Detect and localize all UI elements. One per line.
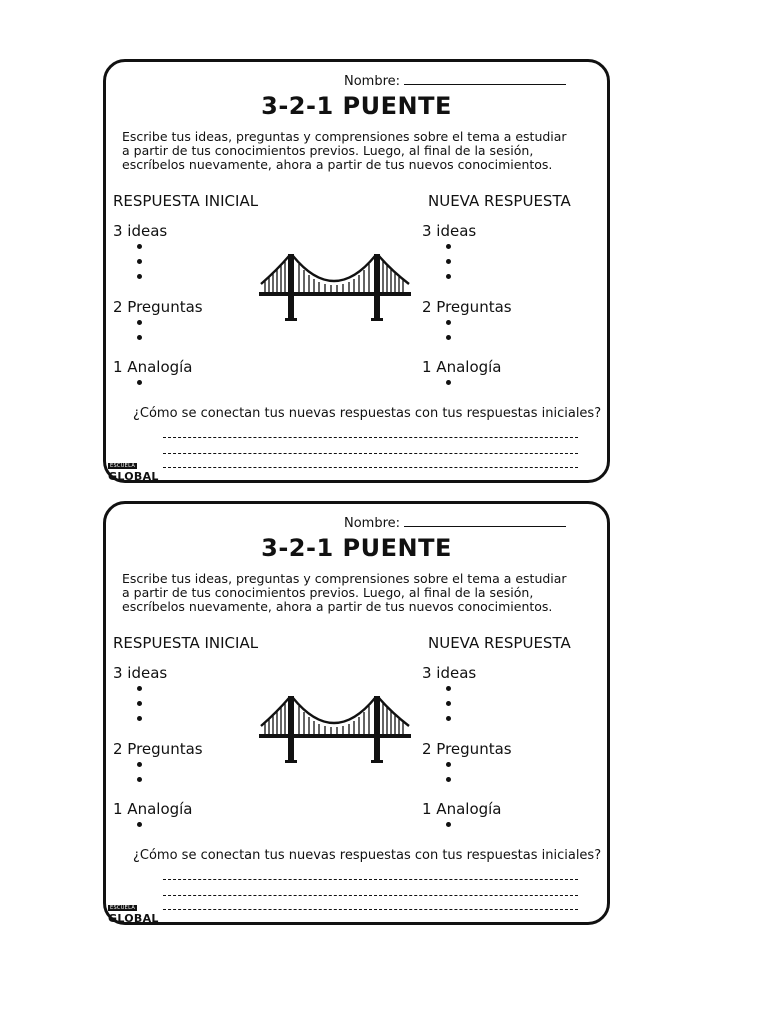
bullet: [446, 259, 451, 264]
new-response-heading: NUEVA RESPUESTA: [428, 634, 571, 652]
ideas-label: 3 ideas: [422, 664, 477, 682]
bullet: [137, 716, 142, 721]
ideas-label: 3 ideas: [422, 222, 477, 240]
logo-small-text: ESCUELA: [110, 905, 136, 911]
name-label: Nombre:: [344, 74, 401, 89]
logo-text: GLOBAL: [108, 470, 159, 483]
initial-response-heading: RESPUESTA INICIAL: [113, 634, 259, 652]
connection-question: ¿Cómo se conectan tus nuevas respuestas con tus respuestas iniciales?: [133, 406, 602, 421]
bullet: [137, 686, 142, 691]
bullet: [137, 380, 142, 385]
answer-line[interactable]: [163, 895, 578, 896]
worksheet-title: 3-2-1 PUENTE: [261, 534, 452, 562]
bullet: [446, 335, 451, 340]
name-blank-line[interactable]: [404, 74, 566, 85]
bullet: [446, 244, 451, 249]
questions-label: 2 Preguntas: [422, 298, 512, 316]
bullet: [446, 320, 451, 325]
bullet: [446, 686, 451, 691]
ideas-label: 3 ideas: [113, 664, 168, 682]
bullet: [446, 822, 451, 827]
suspension-bridge-icon: [259, 254, 411, 324]
bullet: [137, 259, 142, 264]
name-label: Nombre:: [344, 516, 401, 531]
bullet: [137, 335, 142, 340]
worksheet-title: 3-2-1 PUENTE: [261, 92, 452, 120]
questions-label: 2 Preguntas: [113, 298, 203, 316]
analogy-label: 1 Analogía: [422, 358, 502, 376]
answer-line[interactable]: [163, 909, 578, 910]
bullet: [137, 762, 142, 767]
worksheet-card-bottom: [103, 501, 610, 925]
bullet: [137, 244, 142, 249]
logo-small-text: ESCUELA: [110, 463, 136, 469]
analogy-label: 1 Analogía: [113, 358, 193, 376]
instructions-line: a partir de tus conocimientos previos. Luego, al final de la sesión,: [122, 585, 534, 600]
bullet: [446, 701, 451, 706]
bullet: [137, 822, 142, 827]
bullet: [446, 274, 451, 279]
bullet: [446, 777, 451, 782]
bullet: [446, 762, 451, 767]
name-blank-line[interactable]: [404, 516, 566, 527]
answer-line[interactable]: [163, 879, 578, 880]
instructions-line: a partir de tus conocimientos previos. Luego, al final de la sesión,: [122, 143, 534, 158]
escuela-global-logo: [108, 452, 159, 482]
instructions-line: Escribe tus ideas, preguntas y comprensiones sobre el tema a estudiar: [122, 571, 567, 586]
bullet: [137, 320, 142, 325]
answer-line[interactable]: [163, 453, 578, 454]
connection-question: ¿Cómo se conectan tus nuevas respuestas con tus respuestas iniciales?: [133, 848, 602, 863]
questions-label: 2 Preguntas: [113, 740, 203, 758]
questions-label: 2 Preguntas: [422, 740, 512, 758]
logo-text: GLOBAL: [108, 912, 159, 925]
instructions-line: escríbelos nuevamente, ahora a partir de tus nuevos conocimientos.: [122, 157, 553, 172]
initial-response-heading: RESPUESTA INICIAL: [113, 192, 259, 210]
answer-line[interactable]: [163, 437, 578, 438]
bullet: [446, 716, 451, 721]
bullet: [137, 274, 142, 279]
bullet: [446, 380, 451, 385]
analogy-label: 1 Analogía: [113, 800, 193, 818]
name-field[interactable]: [344, 74, 566, 89]
new-response-heading: NUEVA RESPUESTA: [428, 192, 571, 210]
suspension-bridge-icon: [259, 696, 411, 766]
instructions-line: escríbelos nuevamente, ahora a partir de tus nuevos conocimientos.: [122, 599, 553, 614]
name-field[interactable]: [344, 516, 566, 531]
worksheet-card-top: [103, 59, 610, 483]
bullet: [137, 777, 142, 782]
instructions-line: Escribe tus ideas, preguntas y comprensiones sobre el tema a estudiar: [122, 129, 567, 144]
analogy-label: 1 Analogía: [422, 800, 502, 818]
instructions: [122, 130, 602, 172]
escuela-global-logo: [108, 894, 159, 924]
instructions: [122, 572, 602, 614]
bullet: [137, 701, 142, 706]
answer-line[interactable]: [163, 467, 578, 468]
ideas-label: 3 ideas: [113, 222, 168, 240]
